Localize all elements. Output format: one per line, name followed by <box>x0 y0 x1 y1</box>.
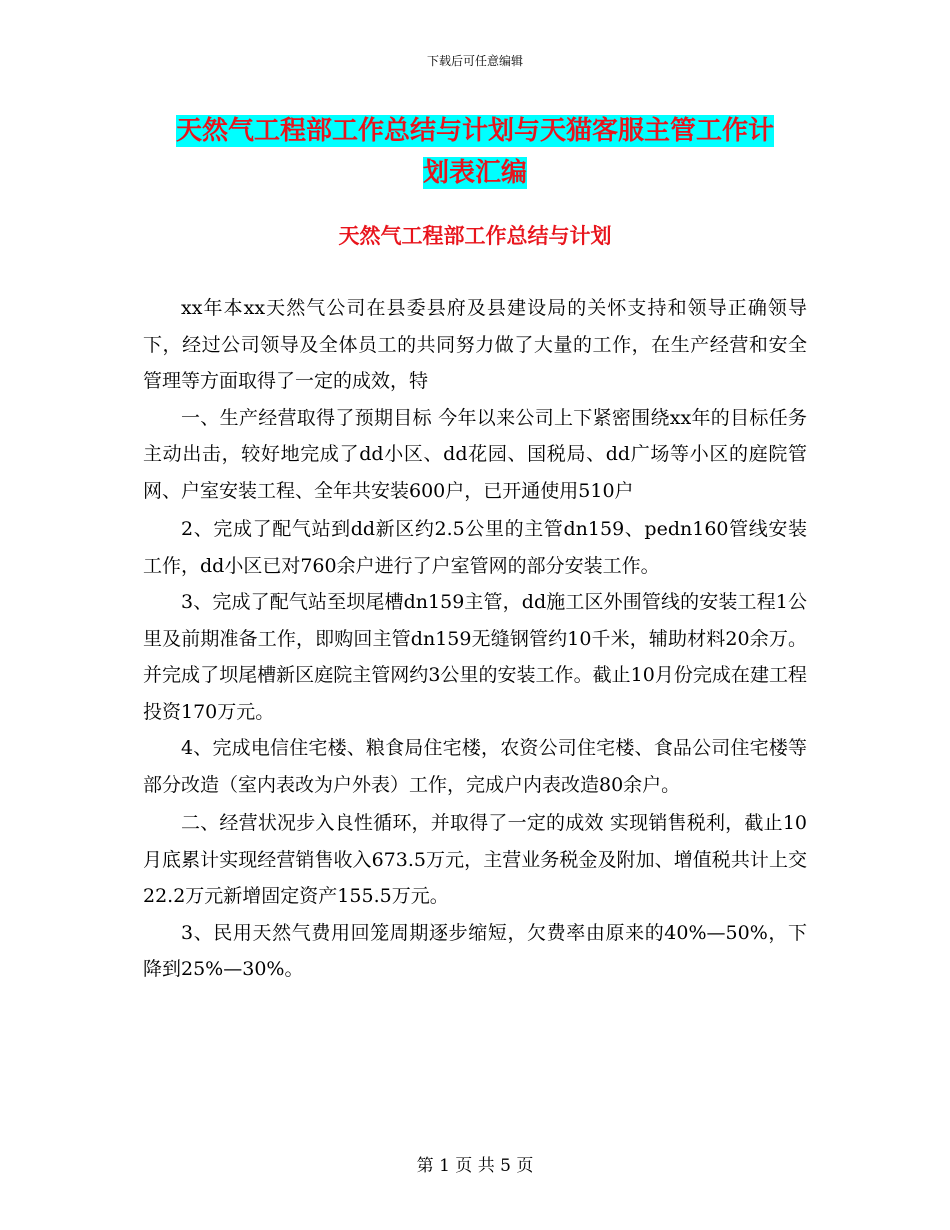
document-title-line-2-text: 划表汇编 <box>422 158 527 188</box>
paragraph-production-goals: 一、生产经营取得了预期目标 今年以来公司上下紧密围绕xx年的目标任务主动出击，较好地完成了dd小区、dd花园、国税局、dd广场等小区的庭院管网、户室安装工程、全年共安装600户，已开通使用510户 <box>143 406 807 502</box>
document-title-line-1 <box>0 110 950 152</box>
section-title: 天然气工程部工作总结与计划 <box>338 224 612 248</box>
paragraph-item-4: 4、完成电信住宅楼、粮食局住宅楼，农资公司住宅楼、食品公司住宅楼等部分改造（室内表改为户外表）工作，完成户内表改造80余户。 <box>143 737 807 796</box>
document-title <box>0 110 950 194</box>
document-body <box>143 290 807 988</box>
document-title-line-2 <box>0 152 950 194</box>
paragraph-arrears: 3、民用天然气费用回笼周期逐步缩短，欠费率由原来的40%—50%，下降到25%—30%。 <box>143 921 807 980</box>
paragraph-operations: 二、经营状况步入良性循环，并取得了一定的成效 实现销售税利，截止10月底累计实现经营销售收入673.5万元，主营业务税金及附加、增值税共计上交22.2万元新增固定资产155.5万元。 <box>143 812 807 907</box>
paragraph-item-3: 3、完成了配气站至坝尾槽dn159主管，dd施工区外围管线的安装工程1公里及前期准备工作，即购回主管dn159无缝钢管约10千米，辅助材料20余万。并完成了坝尾槽新区庭院主管网约3公里的安装工作。截止10月份完成在建工程投资170万元。 <box>143 591 807 723</box>
page-number: 第 1 页 共 5 页 <box>416 1156 534 1176</box>
page-header-note: 下载后可任意编辑 <box>426 54 523 68</box>
paragraph-intro: xx年本xx天然气公司在县委县府及县建设局的关怀支持和领导正确领导下，经过公司领导及全体员工的共同努力做了大量的工作，在生产经营和安全管理等方面取得了一定的成效，特 <box>143 297 807 392</box>
paragraph-item-2: 2、完成了配气站到dd新区约2.5公里的主管dn159、pedn160管线安装工作，dd小区已对760余户进行了户室管网的部分安装工作。 <box>143 518 807 577</box>
document-title-line-1-text: 天然气工程部工作总结与计划与天猫客服主管工作计 <box>175 116 774 146</box>
